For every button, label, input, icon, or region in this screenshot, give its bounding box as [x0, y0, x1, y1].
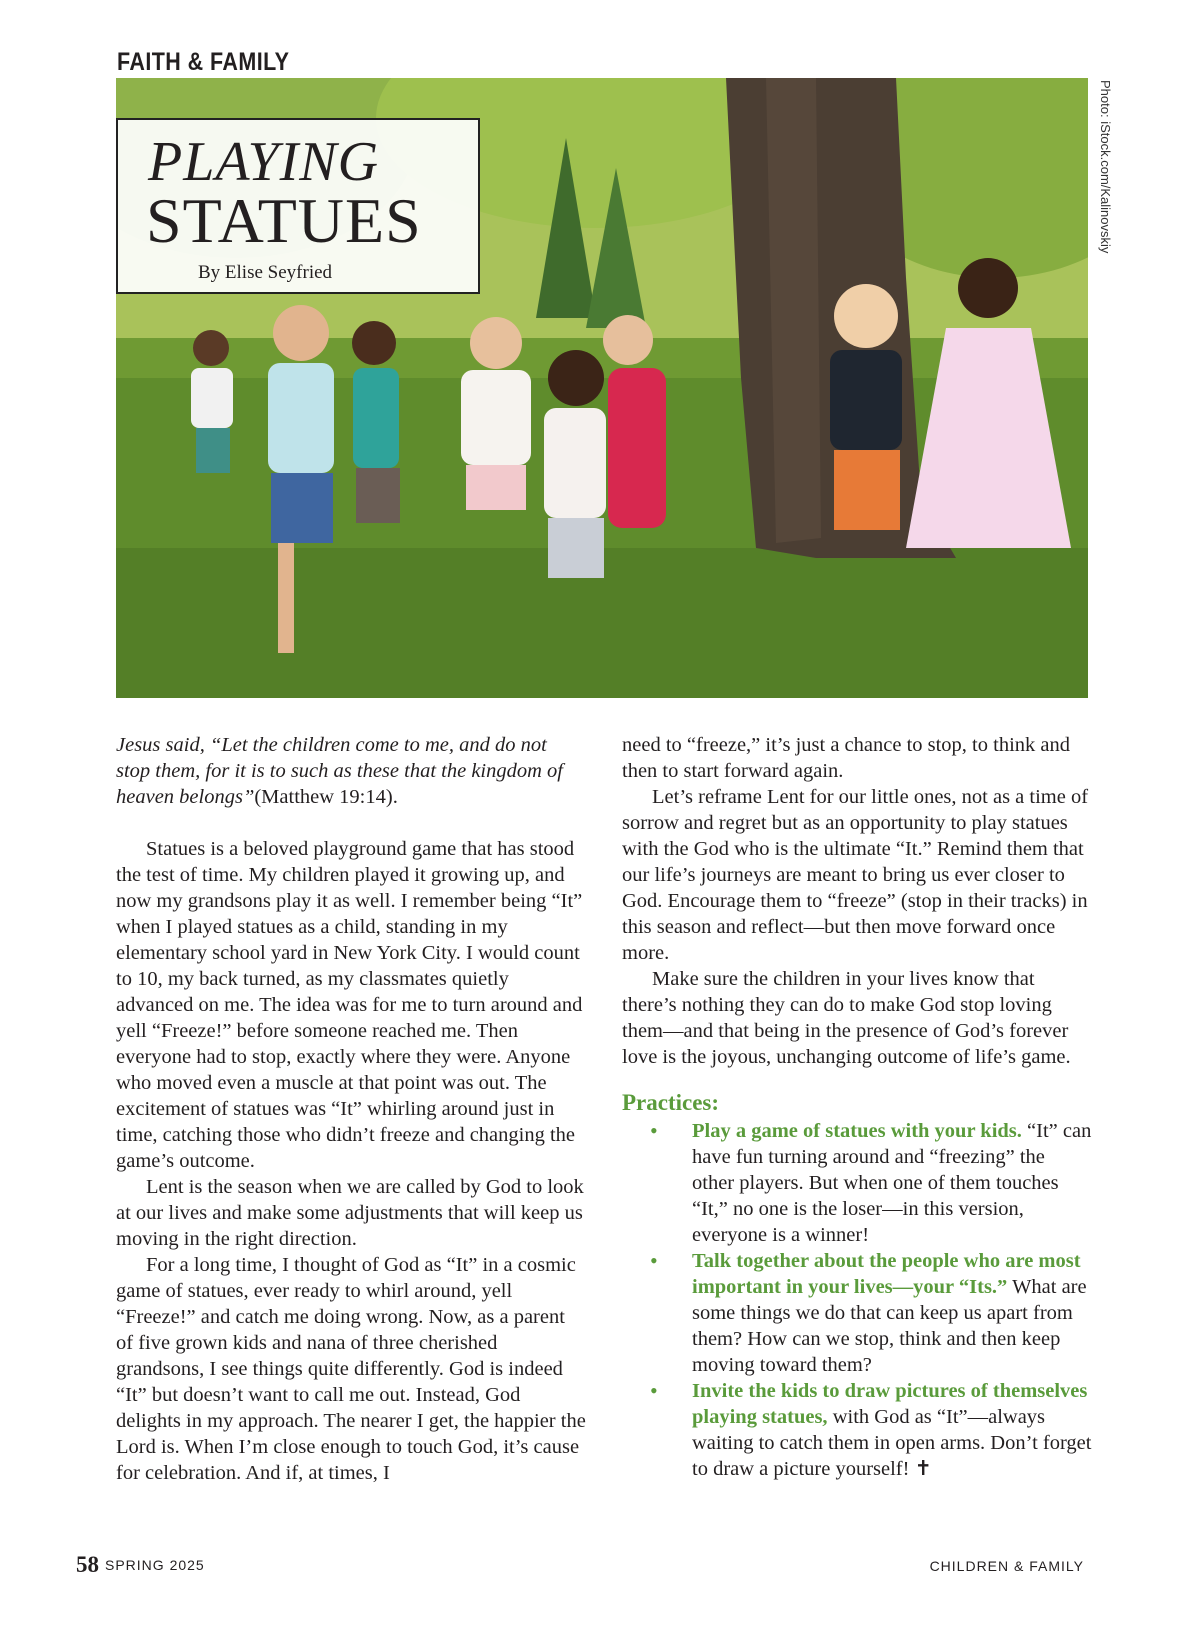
- photo-credit: Photo: iStock.com/Kalinovskiy: [1098, 80, 1113, 254]
- title-box: [116, 118, 480, 294]
- bullet-icon: •: [650, 1118, 658, 1143]
- practices-heading: Practices:: [622, 1090, 720, 1115]
- paragraph-1: Statues is a beloved playground game that has stood the test of time. My children played it growing up, and now my grandsons play it as well. I remember being “It” when I played statues as a child, standing in my elementary school yard in New York City. I would count to 10, my back turned, as my classmates quietly advanced on me. The idea was for me to turn around and yell “Freeze!” before someone reached me. Then everyone had to stop, exactly where they were. Anyone who moved even a muscle at that point was out. The excitement of statues was “It” whirling around just in time, catching those who didn’t freeze and changing the game’s outcome.: [116, 838, 583, 1172]
- publication-name: CHILDREN & FAMILY: [929, 1558, 1084, 1574]
- scripture-quote: [116, 732, 586, 810]
- issue-season: SPRING 2025: [105, 1557, 205, 1573]
- paragraph-4: Let’s reframe Lent for our little ones, not as a time of sorrow and regret but as an opportunity to play statues with the God who is the ultimate “It.” Remind them that our life’s journeys are meant to bring us ever closer to God. Encourage them to “freeze” (stop in their tracks) in this season and reflect—but then move forward once more.: [622, 786, 1089, 964]
- title-line-1: PLAYING: [148, 131, 380, 193]
- title-line-2: STATUES: [146, 185, 422, 256]
- article-column-right: [622, 732, 1092, 1482]
- practice-lead: Invite the kids to draw pictures of themselves playing statues,: [692, 1380, 1088, 1428]
- practice-text: What are some things we do that can keep us apart from them? How can we stop, think and then keep moving toward them?: [692, 1276, 1087, 1376]
- bullet-icon: •: [650, 1248, 658, 1273]
- quote-text: Jesus said, “Let the children come to me, and do not stop them, for it is to such as these that the kingdom of heaven belongs”: [116, 734, 563, 808]
- quote-reference: (Matthew 19:14).: [254, 786, 398, 808]
- paragraph-2: Lent is the season when we are called by God to look at our lives and make some adjustments that will keep us moving in the right direction.: [116, 1176, 584, 1250]
- practice-lead: Talk together about the people who are most important in your lives—your “Its.”: [692, 1250, 1081, 1298]
- practice-item: [622, 1118, 1092, 1248]
- paragraph-3-continued: need to “freeze,” it’s just a chance to stop, to think and then to start forward again.: [622, 734, 1070, 782]
- practice-item: [622, 1378, 1092, 1482]
- practice-item: [622, 1248, 1092, 1378]
- footer-left: [76, 1552, 205, 1578]
- article-column-left: [116, 732, 586, 1486]
- paragraph-5: Make sure the children in your lives know that there’s nothing they can do to make God stop loving them—and that being in the presence of God’s forever love is the joyous, unchanging outcome of life’s game.: [622, 968, 1071, 1068]
- paragraph-3: For a long time, I thought of God as “It” in a cosmic game of statues, ever ready to whirl around, yell “Freeze!” and catch me doing wrong. Now, as a parent of five grown kids and nana of three cherished grandsons, I see things quite differently. God is indeed “It” but doesn’t want to call me out. Instead, God delights in my approach. The nearer I get, the happier the Lord is. When I’m close enough to touch God, it’s cause for celebration. And if, at times, I: [116, 1254, 586, 1484]
- practice-text: “It” can have fun turning around and “freezing” the other players. But when one of them touches “It,” no one is the loser—in this version, everyone is a winner!: [692, 1120, 1092, 1246]
- section-label: FAITH & FAMILY: [117, 48, 290, 76]
- byline: By Elise Seyfried: [198, 262, 333, 283]
- bullet-icon: •: [650, 1378, 658, 1403]
- practice-lead: Play a game of statues with your kids.: [692, 1120, 1022, 1142]
- page-number: 58: [76, 1552, 99, 1577]
- practice-text: with God as “It”—always waiting to catch them in open arms. Don’t forget to draw a picture yourself! ✝: [692, 1406, 1092, 1480]
